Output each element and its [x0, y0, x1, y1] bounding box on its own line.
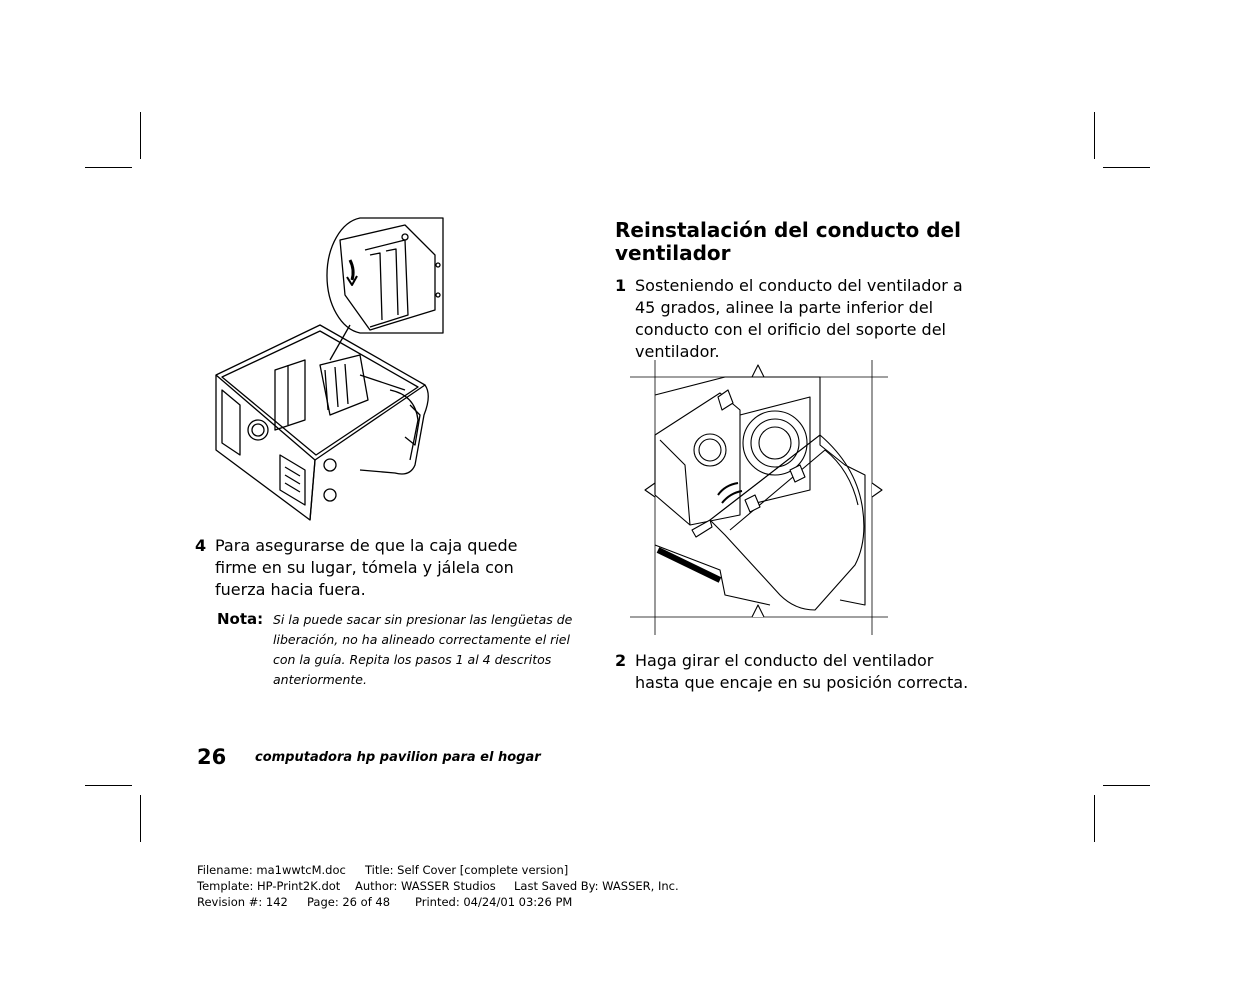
crop-mark-bottom-right-horizontal	[1103, 785, 1150, 786]
crop-mark-top-right-vertical	[1094, 112, 1095, 159]
book-title: computadora hp pavilion para el hogar	[255, 750, 541, 765]
zoom-callout-frame	[327, 218, 443, 333]
meta-title: Title: Self Cover [complete version]	[365, 863, 569, 877]
section-heading: Reinstalación del conducto del ventilador	[615, 218, 961, 265]
step-2-number: 2	[615, 651, 627, 670]
crop-mark-bottom-left-horizontal	[85, 785, 132, 786]
meta-filename: Filename: ma1wwtcM.doc	[197, 863, 346, 877]
step-1-text: Sosteniendo el conducto del ventilador a 45 grados, alinee la parte inferior del conducto con el orificio del soporte del ventilador.	[635, 276, 963, 361]
crop-mark-top-left-horizontal	[85, 167, 132, 168]
crop-mark-top-right-horizontal	[1103, 167, 1150, 168]
crop-mark-top-left-vertical	[140, 112, 141, 159]
step-4	[195, 535, 565, 601]
note-text: Si la puede sacar sin presionar las lengüetas de liberación, no ha alineado correctamente el riel con la guía. Repita los pasos 1 al 4 descritos anteriormente.	[273, 612, 573, 687]
step-4-text: Para asegurarse de que la caja quede firme en su lugar, tómela y jálela con fuerza hacia fuera.	[215, 536, 518, 599]
computer-case-illustration	[210, 215, 450, 525]
step-2-text: Haga girar el conducto del ventilador hasta que encaje en su posición correcta.	[635, 651, 969, 692]
meta-last-saved: Last Saved By: WASSER, Inc.	[514, 879, 679, 893]
step-4-number: 4	[195, 536, 207, 555]
meta-page: Page: 26 of 48	[307, 895, 391, 909]
page-number: 26	[197, 745, 227, 769]
step-1	[615, 275, 985, 361]
crop-mark-bottom-right-vertical	[1094, 795, 1095, 842]
step-1-number: 1	[615, 276, 627, 295]
meta-template: Template: HP-Print2K.dot	[197, 879, 341, 893]
fan-duct-illustration	[630, 355, 895, 640]
step-2	[615, 650, 985, 694]
crop-mark-bottom-left-vertical	[140, 795, 141, 842]
file-metadata	[197, 862, 717, 912]
note-label: Nota:	[217, 610, 264, 628]
meta-printed: Printed: 04/24/01 03:26 PM	[415, 895, 573, 909]
meta-revision: Revision #: 142	[197, 895, 288, 909]
meta-author: Author: WASSER Studios	[355, 879, 496, 893]
